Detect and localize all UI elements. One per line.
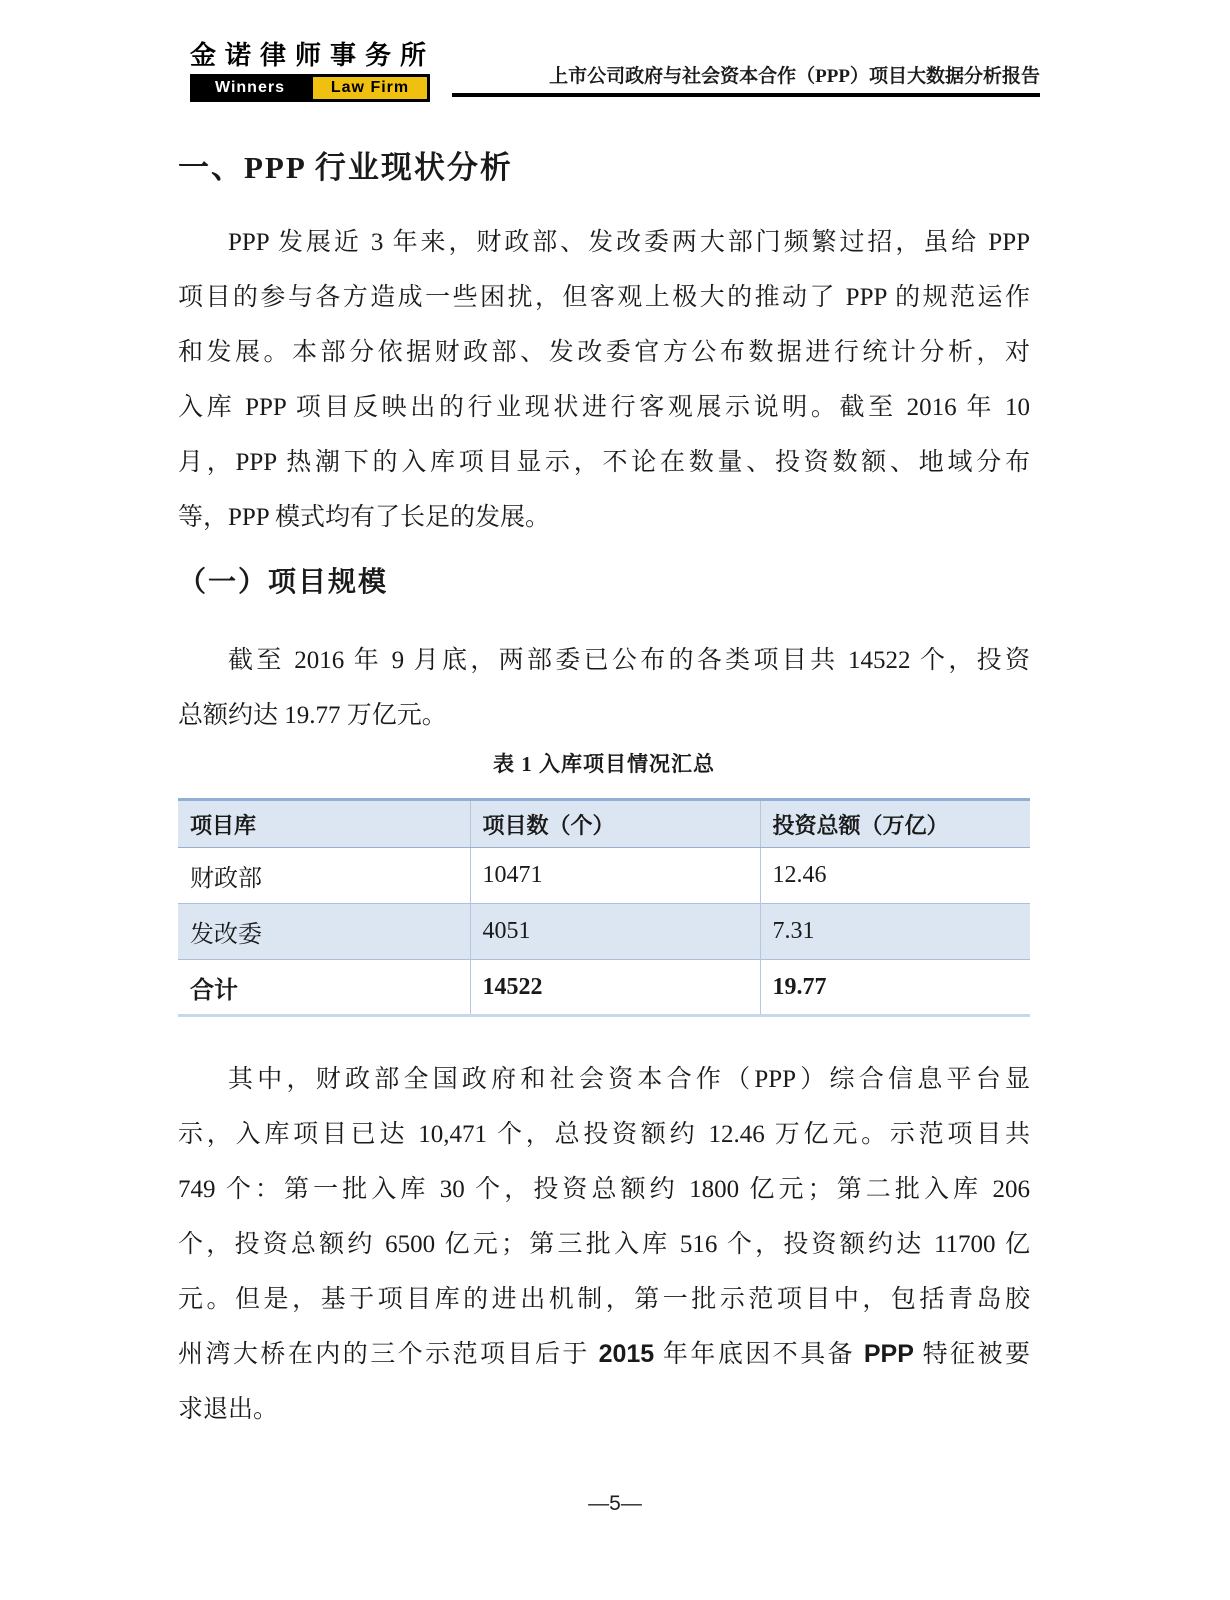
paragraph-line: 和发展。本部分依据财政部、发改委官方公布数据进行统计分析，对	[178, 339, 1030, 366]
paragraph-line: 元。但是，基于项目库的进出机制，第一批示范项目中，包括青岛胶	[178, 1286, 1030, 1313]
cell-project-count: 4051	[470, 904, 760, 960]
cell-project-count: 14522	[470, 960, 760, 1016]
page-number: —5—	[588, 1492, 642, 1515]
cell-investment: 12.46	[760, 848, 1030, 904]
table-row-mof	[178, 848, 1030, 904]
logo-banner-winners-label: Winners	[215, 79, 285, 96]
paragraph-line: 入库 PPP 项目反映出的行业现状进行客观展示说明。截至 2016 年 10	[178, 394, 1030, 421]
subsection-heading: （一）项目规模	[178, 567, 389, 598]
paragraph-line: 项目的参与各方造成一些困扰，但客观上极大的推动了 PPP 的规范运作	[178, 284, 1030, 311]
line-segment: 年年底因不具备	[654, 1341, 864, 1368]
paragraph-line: 749 个：第一批入库 30 个，投资总额约 1800 亿元；第二批入库 206	[178, 1176, 1030, 1203]
paragraph-line: 月，PPP 热潮下的入库项目显示，不论在数量、投资数额、地域分布	[178, 449, 1030, 476]
project-summary-table	[178, 798, 1030, 1017]
cell-library-name: 财政部	[190, 866, 262, 892]
paragraph-line: 总额约达 19.77 万亿元。	[178, 702, 447, 729]
table-row-total	[178, 960, 1030, 1016]
paragraph-line: 个，投资总额约 6500 亿元；第三批入库 516 个，投资额约达 11700 亿	[178, 1231, 1030, 1258]
logo-banner	[190, 74, 430, 102]
logo-banner-lawfirm-label: Law Firm	[310, 74, 430, 102]
paragraph-line: 等，PPP 模式均有了长足的发展。	[178, 504, 551, 531]
cell-investment: 7.31	[760, 904, 1030, 960]
report-running-title: 上市公司政府与社会资本合作（PPP）项目大数据分析报告	[452, 64, 1040, 97]
column-header-total-investment: 投资总额（万亿）	[760, 800, 1030, 848]
paragraph-line: 求退出。	[178, 1396, 279, 1423]
paragraph-line: 截至 2016 年 9 月底，两部委已公布的各类项目共 14522 个，投资	[228, 647, 1030, 674]
paragraph-line	[178, 1327, 1030, 1382]
section-heading: 一、PPP 行业现状分析	[178, 150, 513, 185]
cell-investment: 19.77	[760, 960, 1030, 1016]
cell-project-count: 10471	[470, 848, 760, 904]
table-caption: 表 1 入库项目情况汇总	[493, 752, 715, 776]
column-header-project-count: 项目数（个）	[470, 800, 760, 848]
column-header-project-library: 项目库	[178, 800, 470, 848]
paragraph-line: 示，入库项目已达 10,471 个，总投资额约 12.46 万亿元。示范项目共	[178, 1121, 1030, 1148]
paragraph-industry-overview	[178, 215, 1030, 545]
table-header-row	[178, 800, 1030, 848]
paragraph-project-scale	[178, 633, 1030, 743]
line-segment-year: 2015	[598, 1340, 655, 1368]
line-segment: 州湾大桥在内的三个示范项目后于	[178, 1341, 599, 1368]
line-segment-ppp: PPP	[863, 1340, 914, 1368]
law-firm-logo	[190, 40, 436, 102]
cell-library-name: 发改委	[178, 904, 470, 960]
table-row-ndrc	[178, 904, 1030, 960]
line-segment: 特征被要	[913, 1341, 1030, 1368]
logo-chinese-name: 金诺律师事务所	[190, 41, 436, 70]
paragraph-line: 其中，财政部全国政府和社会资本合作（PPP）综合信息平台显	[228, 1066, 1030, 1093]
paragraph-mof-platform-detail	[178, 1052, 1030, 1437]
cell-library-name: 合计	[178, 960, 470, 1016]
paragraph-line: PPP 发展近 3 年来，财政部、发改委两大部门频繁过招，虽给 PPP	[228, 229, 1030, 256]
